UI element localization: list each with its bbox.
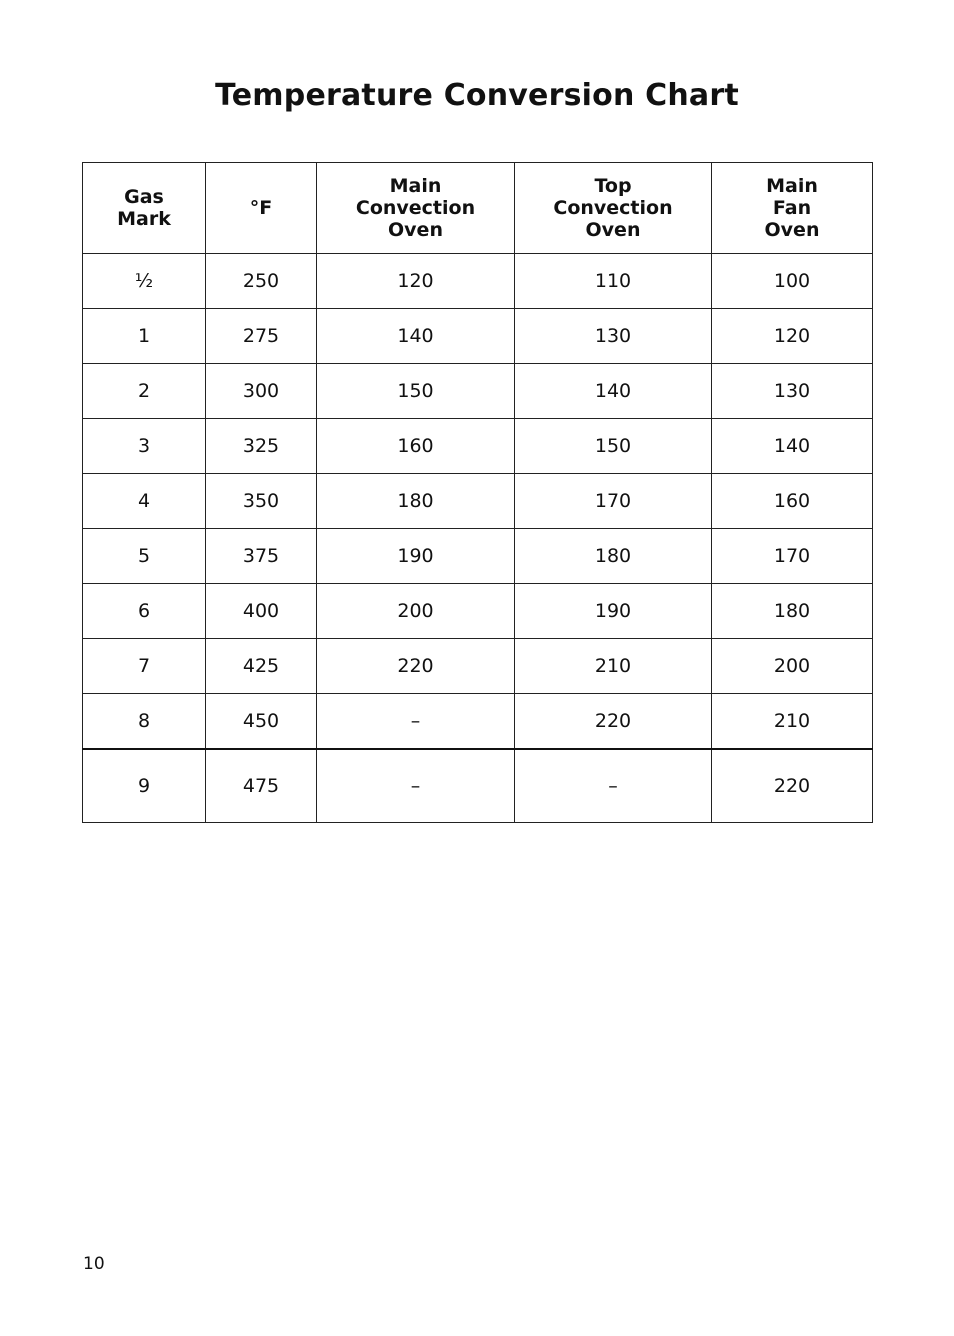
cell-gas-mark: 3 — [83, 419, 206, 474]
cell-top-convection: 140 — [515, 364, 712, 419]
cell-main-fan: 100 — [712, 254, 873, 309]
cell-main-convection: 180 — [317, 474, 515, 529]
cell-main-fan: 140 — [712, 419, 873, 474]
cell-main-fan: 170 — [712, 529, 873, 584]
cell-top-convection: 220 — [515, 694, 712, 750]
cell-top-convection: 210 — [515, 639, 712, 694]
cell-fahrenheit: 375 — [206, 529, 317, 584]
table-row — [83, 529, 873, 584]
cell-main-convection: – — [317, 694, 515, 750]
header-main-fan-oven: Main Fan Oven — [712, 163, 873, 254]
table-row — [83, 474, 873, 529]
temperature-conversion-table — [82, 162, 873, 823]
page-number: 10 — [83, 1254, 105, 1274]
table-row — [83, 364, 873, 419]
header-main-convection-oven: Main Convection Oven — [317, 163, 515, 254]
cell-main-convection: – — [317, 749, 515, 823]
table-row — [83, 309, 873, 364]
cell-main-convection: 140 — [317, 309, 515, 364]
cell-main-fan: 200 — [712, 639, 873, 694]
cell-top-convection: 190 — [515, 584, 712, 639]
cell-main-convection: 150 — [317, 364, 515, 419]
cell-fahrenheit: 425 — [206, 639, 317, 694]
cell-main-fan: 160 — [712, 474, 873, 529]
cell-main-convection: 220 — [317, 639, 515, 694]
cell-gas-mark: 2 — [83, 364, 206, 419]
cell-gas-mark: 7 — [83, 639, 206, 694]
header-top-convection-oven: Top Convection Oven — [515, 163, 712, 254]
cell-gas-mark: ½ — [83, 254, 206, 309]
cell-main-fan: 130 — [712, 364, 873, 419]
cell-main-convection: 160 — [317, 419, 515, 474]
cell-fahrenheit: 300 — [206, 364, 317, 419]
cell-main-convection: 200 — [317, 584, 515, 639]
cell-main-fan: 210 — [712, 694, 873, 750]
cell-fahrenheit: 450 — [206, 694, 317, 750]
cell-fahrenheit: 275 — [206, 309, 317, 364]
cell-fahrenheit: 350 — [206, 474, 317, 529]
table-row — [83, 749, 873, 823]
cell-top-convection: – — [515, 749, 712, 823]
cell-gas-mark: 6 — [83, 584, 206, 639]
cell-fahrenheit: 250 — [206, 254, 317, 309]
table-row — [83, 584, 873, 639]
cell-top-convection: 170 — [515, 474, 712, 529]
cell-main-fan: 120 — [712, 309, 873, 364]
cell-main-convection: 120 — [317, 254, 515, 309]
cell-fahrenheit: 400 — [206, 584, 317, 639]
cell-top-convection: 150 — [515, 419, 712, 474]
cell-main-fan: 220 — [712, 749, 873, 823]
table-row — [83, 639, 873, 694]
cell-gas-mark: 5 — [83, 529, 206, 584]
header-gas-mark: Gas Mark — [83, 163, 206, 254]
cell-main-convection: 190 — [317, 529, 515, 584]
cell-top-convection: 180 — [515, 529, 712, 584]
header-fahrenheit: °F — [206, 163, 317, 254]
table-row — [83, 694, 873, 750]
cell-fahrenheit: 325 — [206, 419, 317, 474]
cell-top-convection: 110 — [515, 254, 712, 309]
cell-gas-mark: 4 — [83, 474, 206, 529]
cell-gas-mark: 8 — [83, 694, 206, 750]
header-row — [83, 163, 873, 254]
cell-gas-mark: 1 — [83, 309, 206, 364]
cell-main-fan: 180 — [712, 584, 873, 639]
cell-fahrenheit: 475 — [206, 749, 317, 823]
table-row — [83, 254, 873, 309]
page-title: Temperature Conversion Chart — [215, 78, 739, 113]
cell-gas-mark: 9 — [83, 749, 206, 823]
cell-top-convection: 130 — [515, 309, 712, 364]
table-row — [83, 419, 873, 474]
